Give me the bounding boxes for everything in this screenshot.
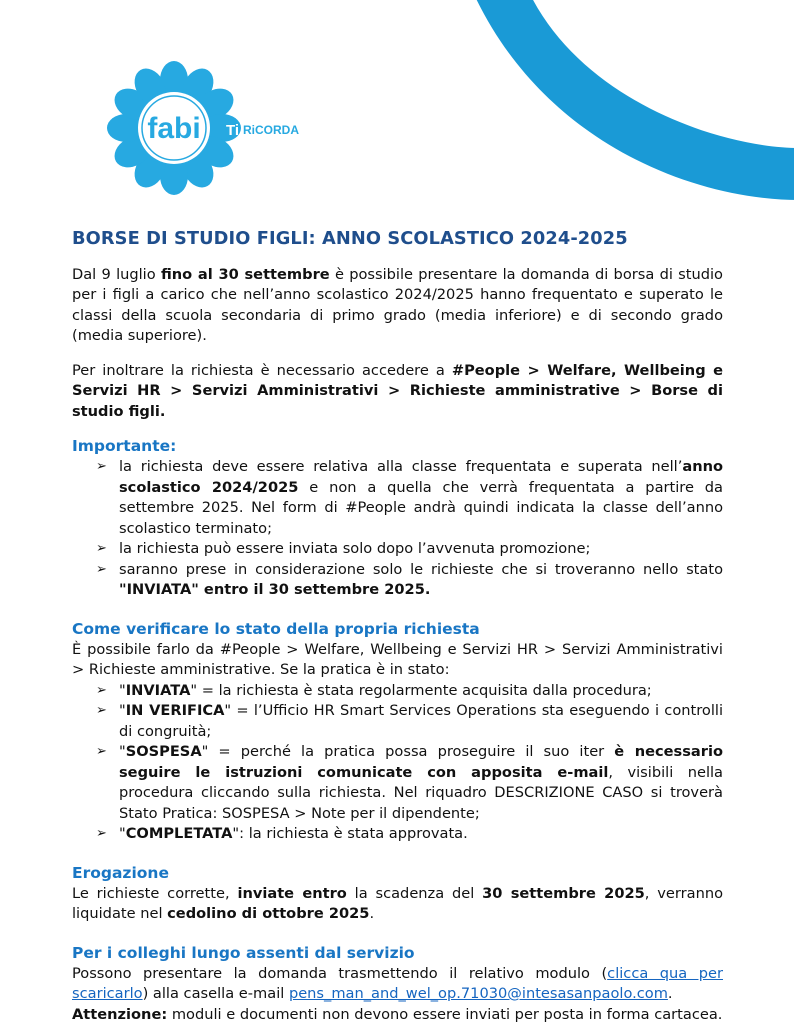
list-item: ➢ "COMPLETATA": la richiesta è stata approvata. <box>72 824 723 845</box>
logo-left-text: LA <box>82 122 104 139</box>
arrow-bullet-icon: ➢ <box>96 824 107 845</box>
fabi-logo <box>66 62 276 197</box>
section-heading-assenti: Per i colleghi lungo assenti dal servizio <box>72 943 723 964</box>
arrow-bullet-icon: ➢ <box>96 681 107 702</box>
email-link[interactable]: pens_man_and_wel_op.71030@intesasanpaolo.com <box>289 985 668 1002</box>
intro-paragraph-2: Per inoltrare la richiesta è necessario accedere a #People > Welfare, Wellbeing e Servizi HR > Servizi Amministrativi > Richieste amministrative > Borse di studio figli. <box>72 361 723 423</box>
download-form-link[interactable]: clicca qua per scaricarlo <box>72 965 723 1003</box>
logo-ti-text: Ti <box>226 122 239 139</box>
attenzione-paragraph: Attenzione: moduli e documenti non devono essere inviati per posta in forma cartacea. <box>72 1005 723 1025</box>
list-item: ➢ "IN VERIFICA" = l’Ufficio HR Smart Services Operations sta eseguendo i controlli di congruità; <box>72 701 723 742</box>
erogazione-paragraph: Le richieste corrette, inviate entro la scadenza del 30 settembre 2025, verranno liquidate nel cedolino di ottobre 2025. <box>72 884 723 925</box>
list-item: ➢ la richiesta deve essere relativa alla classe frequentata e superata nell’anno scolastico 2024/2025 e non a quella che verrà frequentata a partire da settembre 2025. Nel form di #People andrà quindi indicata la classe dell’anno scolastico terminato; <box>72 457 723 539</box>
verifica-list <box>72 681 723 845</box>
arrow-bullet-icon: ➢ <box>96 457 107 478</box>
list-item: ➢ "SOSPESA" = perché la pratica possa proseguire il suo iter è necessario seguire le istruzioni comunicate con apposita e-mail, visibili nella procedura cliccando sulla richiesta. Nel riquadro DESCRIZIONE CASO si troverà Stato Pratica: SOSPESA > Note per il dipendente; <box>72 742 723 824</box>
section-heading-verifica: Come verificare lo stato della propria richiesta <box>72 619 723 640</box>
importante-list <box>72 457 723 601</box>
assenti-paragraph: Possono presentare la domanda trasmettendo il relativo modulo (clicca qua per scaricarlo) alla casella e-mail pens_man_and_wel_op.71030@intesasanpaolo.com. <box>72 964 723 1005</box>
arrow-bullet-icon: ➢ <box>96 701 107 722</box>
list-item: ➢ "INVIATA" = la richiesta è stata regolarmente acquisita dalla procedura; <box>72 681 723 702</box>
list-item: ➢ saranno prese in considerazione solo le richieste che si troveranno nello stato "INVIATA" entro il 30 settembre 2025. <box>72 560 723 601</box>
logo-ricorda-text: RiCORDA <box>243 123 299 137</box>
list-item: ➢ la richiesta può essere inviata solo dopo l’avvenuta promozione; <box>72 539 723 560</box>
arrow-bullet-icon: ➢ <box>96 539 107 560</box>
section-heading-importante: Importante: <box>72 436 723 457</box>
logo-center-text: fabi <box>147 112 200 145</box>
document-body <box>72 229 723 1025</box>
verifica-intro: È possibile farlo da #People > Welfare, Wellbeing e Servizi HR > Servizi Amministrativi > Richieste amministrative. Se la pratica è in stato: <box>72 640 723 681</box>
arrow-bullet-icon: ➢ <box>96 560 107 581</box>
section-heading-erogazione: Erogazione <box>72 863 723 884</box>
intro-paragraph-1: Dal 9 luglio fino al 30 settembre è possibile presentare la domanda di borsa di studio per i figli a carico che nell’anno scolastico 2024/2025 hanno frequentato e superato le classi della scuola secondaria di primo grado (media inferiore) e di secondo grado (media superiore). <box>72 265 723 347</box>
page-title: BORSE DI STUDIO FIGLI: ANNO SCOLASTICO 2024-2025 <box>72 229 723 250</box>
arrow-bullet-icon: ➢ <box>96 742 107 763</box>
